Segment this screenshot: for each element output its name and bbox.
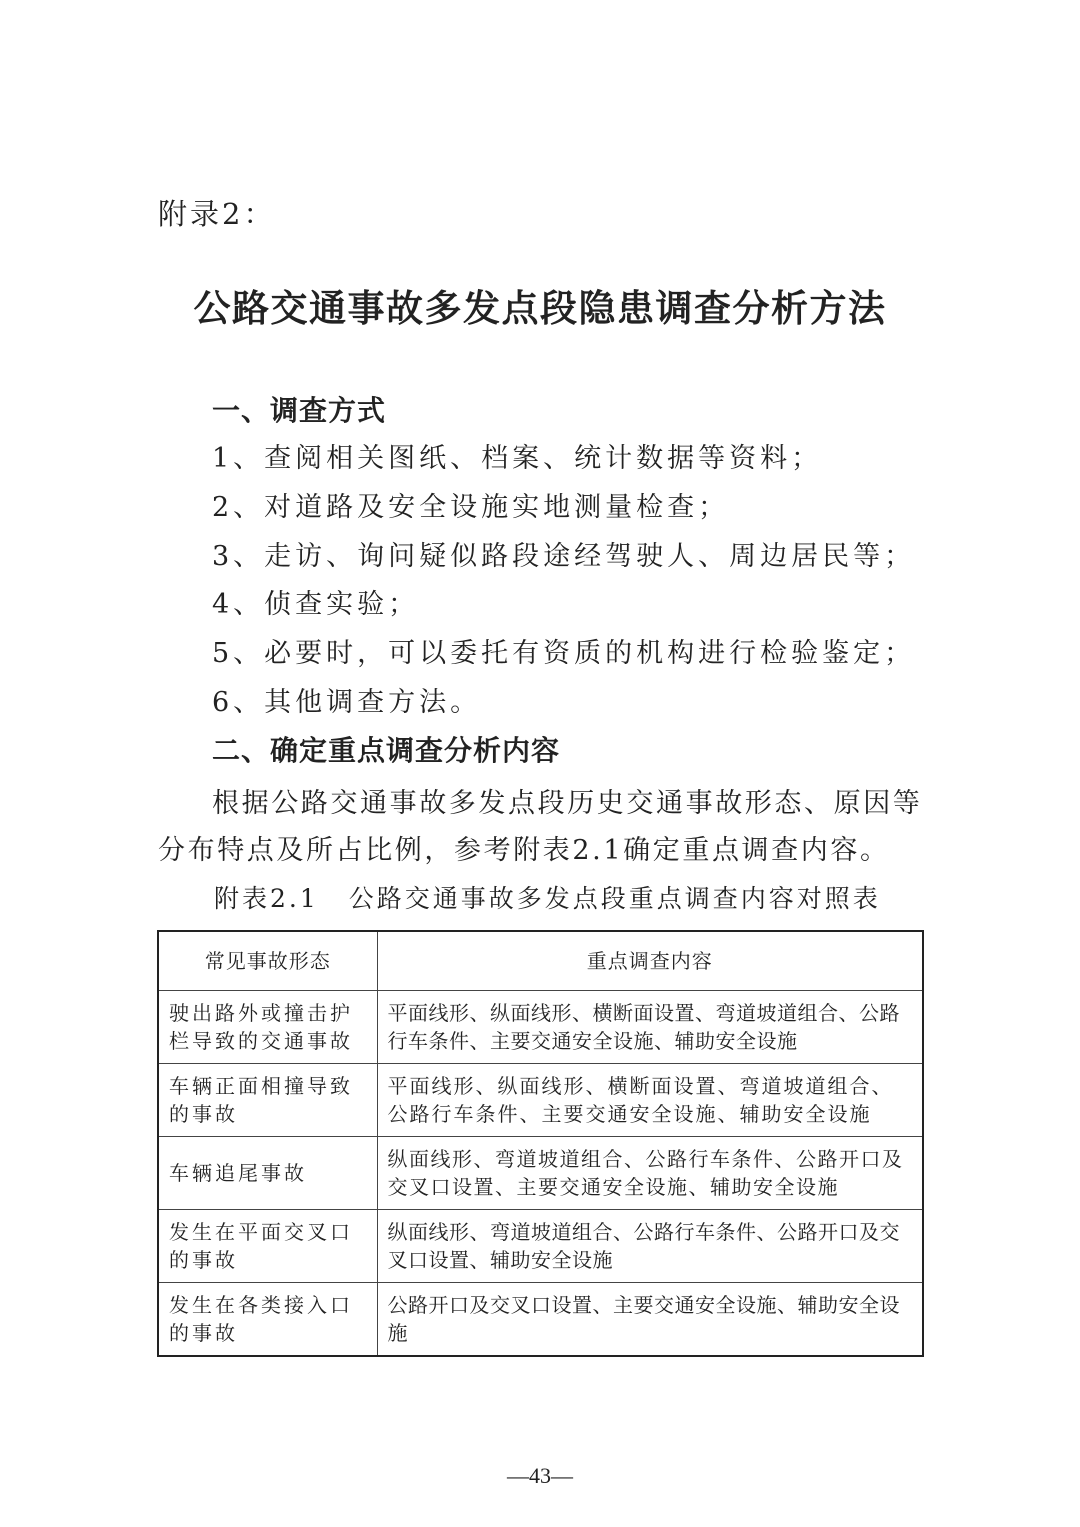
investigation-content-cell: 平面线形、纵面线形、横断面设置、弯道坡道组合、公路行车条件、主要交通安全设施、辅助安全设施 bbox=[377, 1064, 923, 1137]
appendix-label: 附录2： bbox=[158, 197, 276, 231]
document-title: 公路交通事故多发点段隐患调查分析方法 bbox=[193, 287, 887, 330]
section-heading-survey-methods: 一、调查方式 bbox=[212, 394, 387, 427]
table-row bbox=[158, 1210, 923, 1283]
investigation-content-cell: 平面线形、纵面线形、横断面设置、弯道坡道组合、公路行车条件、主要交通安全设施、辅助安全设施 bbox=[377, 991, 923, 1064]
list-item: 5、必要时，可以委托有资质的机构进行检验鉴定； bbox=[212, 638, 916, 669]
body-paragraph: 根据公路交通事故多发点段历史交通事故形态、原因等分布特点及所占比例，参考附表2.1确定重点调查内容。 bbox=[158, 788, 923, 866]
accident-form-cell: 发生在各类接入口的事故 bbox=[158, 1283, 377, 1357]
table-caption bbox=[214, 882, 881, 916]
page-number: —43— bbox=[507, 1463, 573, 1488]
accident-form-cell: 发生在平面交叉口的事故 bbox=[158, 1210, 377, 1283]
list-item: 1、查阅相关图纸、档案、统计数据等资料； bbox=[212, 443, 823, 474]
accident-form-cell: 车辆正面相撞导致的事故 bbox=[158, 1064, 377, 1137]
table-row bbox=[158, 1064, 923, 1137]
table-caption-number: 附表2.1 bbox=[214, 884, 319, 913]
reference-table bbox=[157, 930, 924, 1357]
table-header-row bbox=[158, 931, 923, 991]
investigation-content-cell: 纵面线形、弯道坡道组合、公路行车条件、公路开口及交叉口设置、辅助安全设施 bbox=[377, 1210, 923, 1283]
investigation-content-cell: 纵面线形、弯道坡道组合、公路行车条件、公路开口及交叉口设置、主要交通安全设施、辅助安全设施 bbox=[377, 1137, 923, 1210]
accident-form-cell: 驶出路外或撞击护栏导致的交通事故 bbox=[158, 991, 377, 1064]
list-item: 3、走访、询问疑似路段途经驾驶人、周边居民等； bbox=[212, 541, 916, 572]
section-heading-key-content: 二、确定重点调查分析内容 bbox=[212, 734, 561, 767]
table-row bbox=[158, 1137, 923, 1210]
table-caption-title: 公路交通事故多发点段重点调查内容对照表 bbox=[348, 884, 881, 913]
investigation-content-cell: 公路开口及交叉口设置、主要交通安全设施、辅助安全设施 bbox=[377, 1283, 923, 1357]
table-row bbox=[158, 1283, 923, 1357]
accident-form-cell: 车辆追尾事故 bbox=[158, 1137, 377, 1210]
list-item: 2、对道路及安全设施实地测量检查； bbox=[212, 492, 730, 523]
table-header-cell: 常见事故形态 bbox=[158, 931, 377, 991]
table-header-cell: 重点调查内容 bbox=[377, 931, 923, 991]
list-item: 6、其他调查方法。 bbox=[212, 687, 482, 718]
list-item: 4、侦查实验； bbox=[212, 589, 420, 620]
table-row bbox=[158, 991, 923, 1064]
